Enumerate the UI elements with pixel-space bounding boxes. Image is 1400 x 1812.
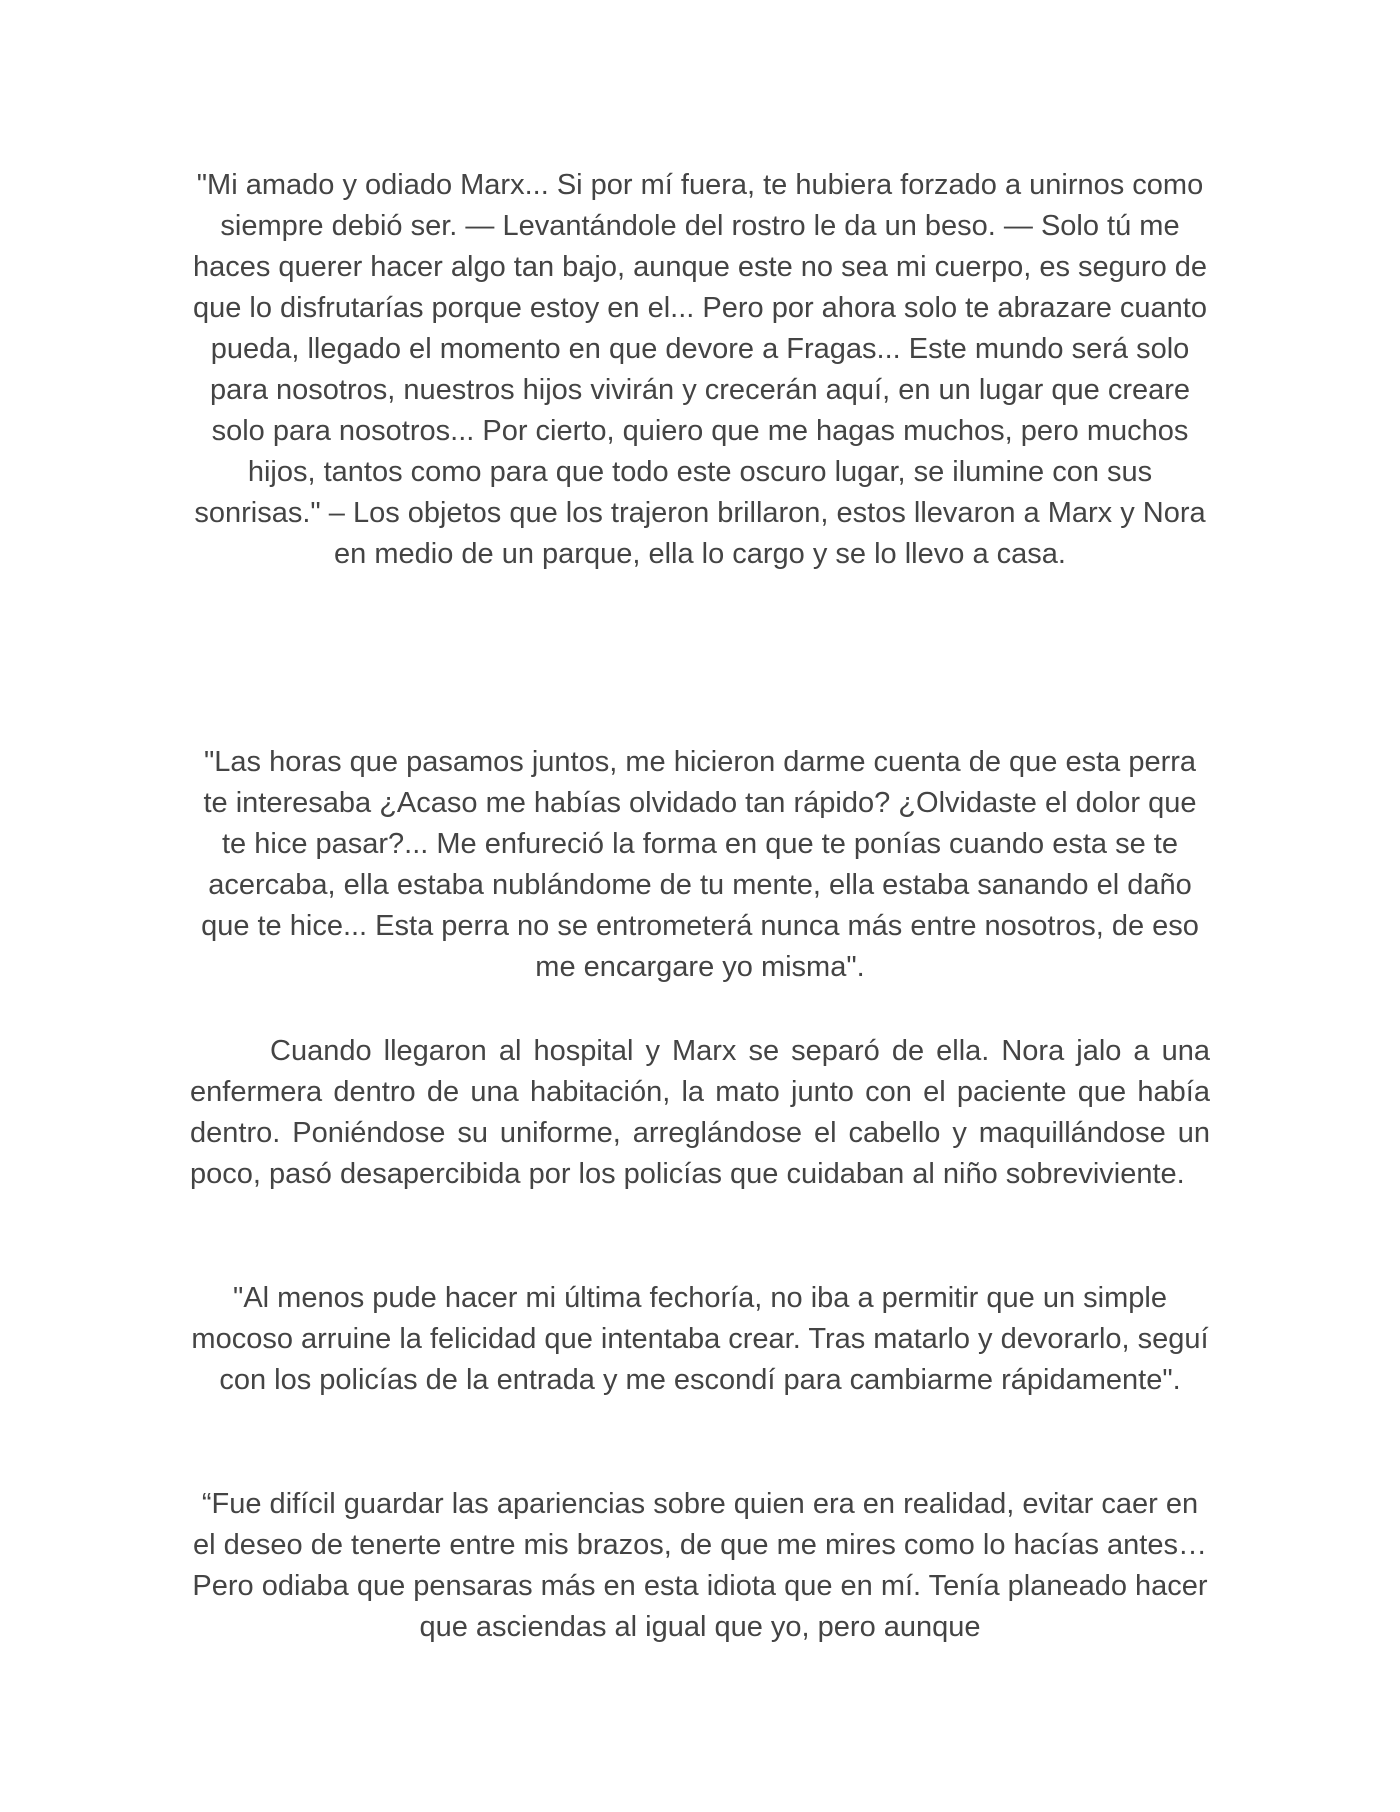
- paragraph-3: [190, 1031, 1210, 1195]
- paragraph-1: [190, 165, 1210, 575]
- paragraph-text: “Fue difícil guardar las apariencias sobre quien era en realidad, evitar caer en el deseo de tenerte entre mis brazos, de que me mires como lo hacías antes… Pero odiaba que pensaras más en esta idiota que en mí. Tenía planeado hacer que asciendas al igual que yo, pero aunque: [192, 1488, 1208, 1643]
- paragraph-text: "Mi amado y odiado Marx... Si por mí fuera, te hubiera forzado a unirnos como siempre debió ser. — Levantándole del rostro le da un beso. — Solo tú me haces querer hacer algo tan bajo, aunque este no sea mi cuerpo, es seguro de que lo disfrutarías porque estoy en el... Pero por ahora solo te abrazare cuanto pueda, llegado el momento en que devore a Fragas... Este mundo será solo para nosotros, nuestros hijos vivirán y crecerán aquí, en un lugar que creare solo para nosotros... Por cierto, quiero que me hagas muchos, pero muchos hijos, tantos como para que todo este oscuro lugar, se ilumine con sus sonrisas." – Los objetos que los trajeron brillaron, estos llevaron a Marx y Nora en medio de un parque, ella lo cargo y se lo llevo a casa.: [192, 169, 1208, 570]
- paragraph-2: [190, 742, 1210, 988]
- paragraph-4: [190, 1278, 1210, 1401]
- paragraph-text: "Las horas que pasamos juntos, me hicieron darme cuenta de que esta perra te interesaba ¿Acaso me habías olvidado tan rápido? ¿Olvidaste el dolor que te hice pasar?... Me enfureció la forma en que te ponías cuando esta se te acercaba, ella estaba nublándome de tu mente, ella estaba sanando el daño que te hice... Esta perra no se entrometerá nunca más entre nosotros, de eso me encargare yo misma".: [201, 746, 1199, 983]
- paragraph-text: Cuando llegaron al hospital y Marx se separó de ella. Nora jalo a una enfermera dentro de una habitación, la mato junto con el paciente que había dentro. Poniéndose su uniforme, arreglándose el cabello y maquillándose un poco, pasó desapercibida por los policías que cuidaban al niño sobreviviente.: [190, 1035, 1210, 1190]
- paragraph-5: [190, 1484, 1210, 1648]
- paragraph-text: "Al menos pude hacer mi última fechoría, no iba a permitir que un simple mocoso arruine la felicidad que intentaba crear. Tras matarlo y devorarlo, seguí con los policías de la entrada y me escondí para cambiarme rápidamente".: [191, 1282, 1209, 1396]
